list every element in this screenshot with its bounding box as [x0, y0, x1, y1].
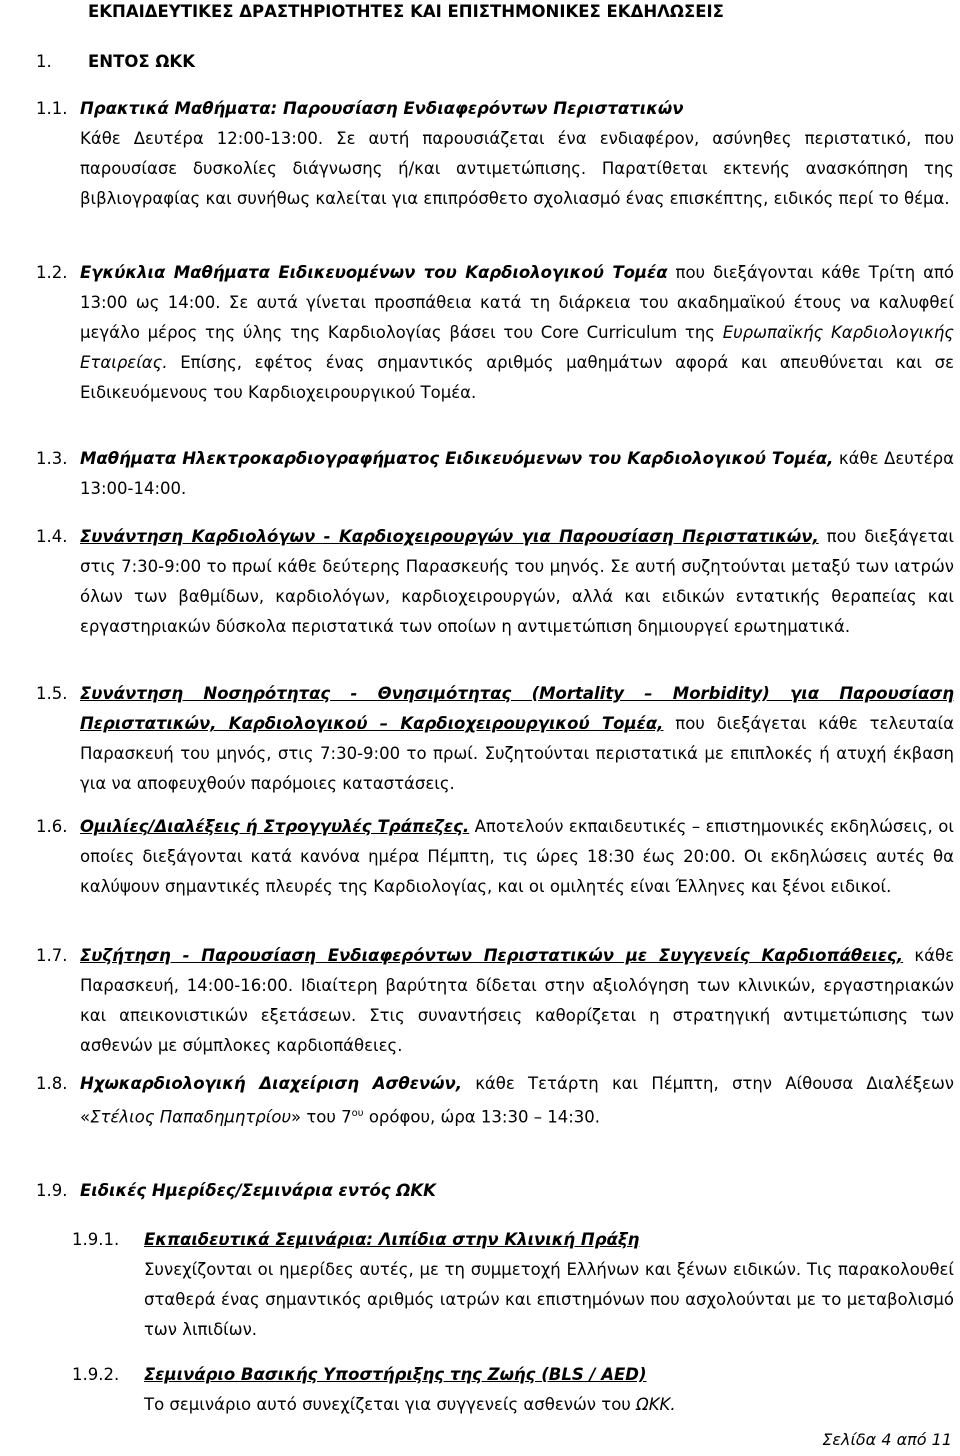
- item-1-2: [36, 258, 954, 408]
- section-heading: [36, 52, 195, 71]
- item-text: Συνεχίζονται οι ημερίδες αυτές, με τη συμμετοχή Ελλήνων και ξένων ειδικών. Τις παρακολουθεί σταθερά ένας σημαντικός αριθμός ιατρών και επιστημόνων που ασχολούνται με το μεταβολισμό των λιπιδίων.: [144, 1260, 954, 1339]
- page-heading: ΕΚΠΑΙΔΕΥΤΙΚΕΣ ΔΡΑΣΤΗΡΙΟΤΗΤΕΣ ΚΑΙ ΕΠΙΣΤΗΜΟΝΙΚΕΣ ΕΚΔΗΛΩΣΕΙΣ: [88, 2, 724, 21]
- item-1-5: [36, 679, 954, 799]
- item-text: Αποτελούν εκπαιδευτικές – επιστημονικές εκδηλώσεις, οι οποίες διεξάγονται κατά κανόνα ημέρα Πέμπτη, τις ώρες 18:30 έως 20:00. Οι εκδηλώσεις αυτές θα καλύψουν σημαντικές πλευρές της Καρδιολογίας, και οι ομιλητές είναι Έλληνες και ξένοι ειδικοί.: [80, 817, 954, 896]
- item-1-9: [36, 1176, 954, 1206]
- item-text-italic: ΩΚΚ.: [636, 1395, 676, 1414]
- item-text: Κάθε Δευτέρα 12:00-13:00. Σε αυτή παρουσιάζεται ένα ενδιαφέρον, ασύνηθες περιστατικό, που παρουσίασε δυσκολίες διάγνωσης ή/και αντιμετώπισης. Παρατίθεται εκτενής ανασκόπηση της βιβλιογραφίας και συνήθως καλείται για επιπρόσθετο σχολιασμό ένας επισκέπτης, ειδικός περί το θέμα.: [80, 129, 954, 208]
- item-1-3: [36, 444, 954, 504]
- item-title: Ειδικές Ημερίδες/Σεμινάρια εντός ΩΚΚ: [80, 1181, 436, 1200]
- item-number: 1.2.: [36, 263, 68, 282]
- item-title: Συνάντηση Καρδιολόγων - Καρδιοχειρουργών για Παρουσίαση Περιστατικών,: [80, 527, 819, 546]
- item-1-9-2: [72, 1360, 954, 1420]
- superscript: ου: [351, 1108, 364, 1119]
- item-1-7: [36, 941, 954, 1061]
- item-title: Μαθήματα Ηλεκτροκαρδιογραφήματος Ειδικευόμενων του Καρδιολογικού Τομέα,: [80, 449, 834, 468]
- item-text-italic: Στέλιος Παπαδημητρίου: [90, 1107, 291, 1127]
- section-title: ΕΝΤΟΣ ΩΚΚ: [88, 52, 195, 71]
- item-title: Συνάντηση Νοσηρότητας - Θνησιμότητας (Mortality – Morbidity) για Παρουσίαση Περιστατικών, Καρδιολογικού – Καρδιοχειρουργικού Τομέα,: [80, 684, 954, 733]
- item-1-4: [36, 522, 954, 642]
- item-text: Το σεμινάριο αυτό συνεχίζεται για συγγενείς ασθενών του: [144, 1395, 637, 1414]
- item-text: ορόφου, ώρα 13:30 – 14:30.: [363, 1107, 601, 1127]
- item-number: 1.8.: [36, 1074, 68, 1093]
- item-number: 1.1.: [36, 99, 68, 118]
- item-text: που διεξάγονται κάθε Τρίτη από 13:00 ως 14:00. Σε αυτά γίνεται προσπάθεια κατά τη διάρκεια του ακαδημαϊκού έτους να καλυφθεί μεγάλο μέρος της ύλης της Καρδιολογίας βάσει του Core Curriculum της: [80, 263, 954, 342]
- item-1-6: [36, 812, 954, 902]
- item-number: 1.4.: [36, 527, 68, 546]
- item-title: Εκπαιδευτικά Σεμινάρια: Λιπίδια στην Κλινική Πράξη: [144, 1230, 640, 1249]
- item-1-9-1: [72, 1225, 954, 1345]
- item-number: 1.3.: [36, 449, 68, 468]
- item-number: 1.9.2.: [72, 1365, 120, 1384]
- item-title: Σεμινάριο Βασικής Υποστήριξης της Ζωής (BLS / AED): [144, 1365, 647, 1384]
- item-title: Συζήτηση - Παρουσίαση Ενδιαφερόντων Περιστατικών με Συγγενείς Καρδιοπάθειες,: [80, 946, 904, 965]
- section-number: 1.: [36, 52, 52, 71]
- item-text: Επίσης, εφέτος ένας σημαντικός αριθμός μαθημάτων αφορά και απευθύνεται και σε Ειδικευόμενους του Καρδιοχειρουργικού Τομέα.: [80, 353, 954, 402]
- item-text: που διεξάγεται στις 7:30-9:00 το πρωί κάθε δεύτερης Παρασκευής του μηνός. Σε αυτή συζητούνται μεταξύ των ιατρών όλων των βαθμίδων, καρδιολόγων, καρδιοχειρουργών, αλλά και ειδικών εντατικής θεραπείας και εργαστηριακών δύσκολα περιστατικά των οποίων η αντιμετώπιση δημιουργεί ερωτηματικά.: [80, 527, 954, 636]
- item-text: κάθε Παρασκευή, 14:00-16:00. Ιδιαίτερη βαρύτητα δίδεται στην αξιολόγηση των κλινικών, εργαστηριακών και απεικονιστικών εξετάσεων. Στις συναντήσεις καθορίζεται η στρατηγική αντιμετώπισης των ασθενών με σύμπλοκες καρδιοπάθειες.: [80, 946, 954, 1055]
- item-text: που διεξάγεται κάθε τελευταία Παρασκευή του μηνός, στις 7:30-9:00 το πρωί. Συζητούνται περιστατικά με επιπλοκές ή ατυχή έκβαση για να αποφευχθούν παρόμοιες καταστάσεις.: [80, 714, 955, 793]
- item-number: 1.5.: [36, 684, 68, 703]
- item-text-italic: Ευρωπαϊκής Καρδιολογικής Εταιρείας.: [80, 323, 954, 372]
- item-1-8: [36, 1069, 954, 1133]
- item-text: κάθε Τετάρτη και Πέμπτη, στην Αίθουσα Διαλέξεων «: [80, 1074, 954, 1127]
- item-number: 1.6.: [36, 817, 68, 836]
- item-number: 1.9.1.: [72, 1230, 120, 1249]
- item-text: κάθε Δευτέρα 13:00-14:00.: [80, 449, 954, 498]
- item-title: Ηχωκαρδιολογική Διαχείριση Ασθενών,: [80, 1074, 462, 1093]
- page-footer: Σελίδα 4 από 11: [822, 1430, 952, 1449]
- item-title: Ομιλίες/Διαλέξεις ή Στρογγυλές Τράπεζες.: [80, 817, 470, 836]
- item-number: 1.7.: [36, 946, 68, 965]
- item-number: 1.9.: [36, 1181, 68, 1200]
- item-text: » του 7: [291, 1107, 352, 1127]
- item-title: Εγκύκλια Μαθήματα Ειδικευομένων του Καρδιολογικού Τομέα: [80, 263, 668, 282]
- item-1-1: [36, 94, 954, 214]
- item-title: Πρακτικά Μαθήματα: Παρουσίαση Ενδιαφερόντων Περιστατικών: [80, 99, 684, 118]
